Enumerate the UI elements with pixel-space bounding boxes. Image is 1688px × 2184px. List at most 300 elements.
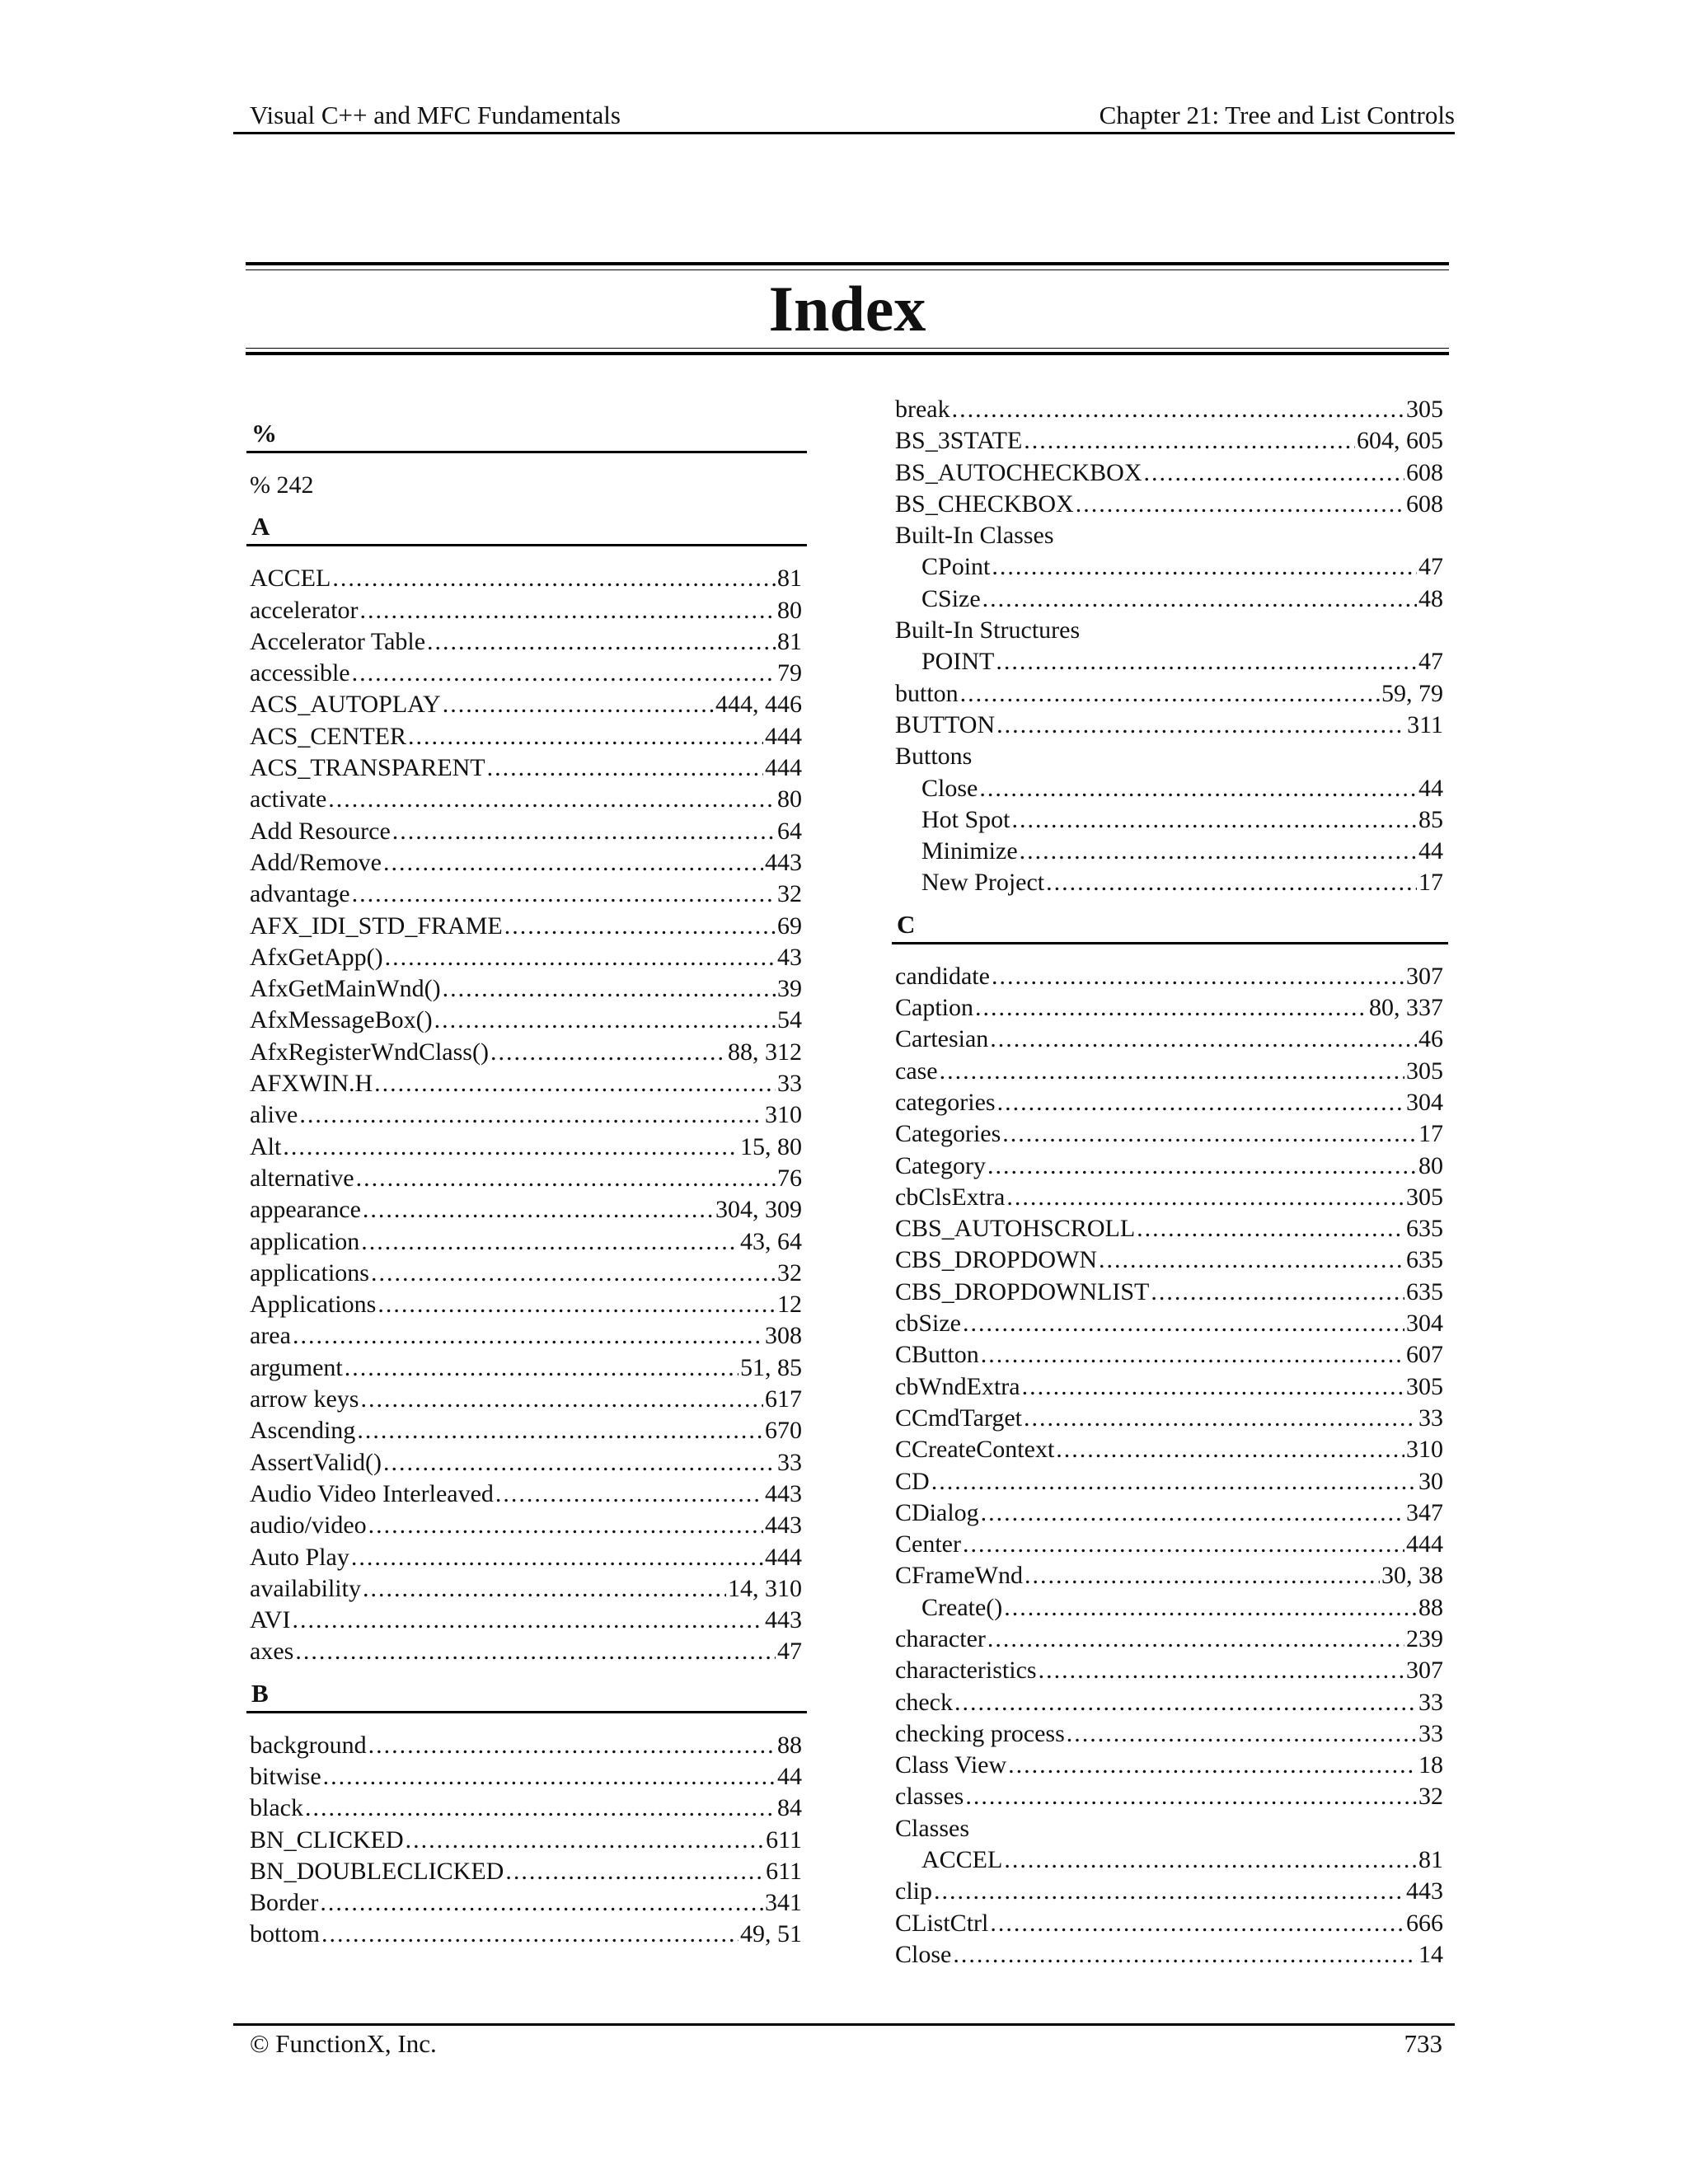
index-term: cbWndExtra [895, 1372, 1020, 1400]
index-term: check [895, 1688, 953, 1716]
index-subentry [895, 551, 1443, 583]
index-term: button [895, 679, 959, 707]
index-term: CCreateContext [895, 1436, 1055, 1464]
index-term: AfxGetMainWnd() [250, 975, 441, 1003]
index-term: CButton [895, 1341, 979, 1369]
index-term: Close [921, 774, 978, 802]
index-term: Cartesian [895, 1025, 989, 1053]
index-term: Auto Play [250, 1543, 349, 1571]
index-column-right [895, 394, 1443, 1971]
page-reference: 39 [777, 975, 802, 1003]
page-reference: 80 [777, 785, 802, 813]
dot-leader [979, 773, 1417, 804]
index-term: checking process [895, 1719, 1065, 1747]
dot-leader [305, 1793, 776, 1824]
dot-leader [443, 689, 714, 720]
page-reference: 670 [765, 1417, 802, 1445]
dot-leader [408, 721, 763, 752]
index-term: alternative [250, 1164, 354, 1192]
page-reference: 305 [1406, 1183, 1443, 1211]
index-term: cbClsExtra [895, 1183, 1006, 1211]
index-entry [250, 1289, 802, 1320]
dot-leader [1008, 1750, 1417, 1781]
index-entry [250, 1793, 802, 1824]
index-entry [895, 425, 1443, 457]
index-entry [250, 1636, 802, 1667]
index-group-heading: Built-In Classes [895, 522, 1054, 550]
page-reference: 307 [1406, 1657, 1443, 1685]
index-term: Category [895, 1151, 986, 1179]
index-entry [250, 847, 802, 879]
index-entry: % 242 [250, 471, 314, 499]
page-reference: 308 [765, 1322, 802, 1350]
dot-leader [283, 1132, 738, 1163]
dot-leader [383, 1447, 776, 1479]
dot-leader [392, 816, 776, 847]
dot-leader [357, 1415, 763, 1446]
index-term: Accelerator Table [250, 627, 426, 655]
dot-leader [1004, 1592, 1417, 1624]
page-reference: 611 [766, 1825, 802, 1854]
index-entry [895, 1182, 1443, 1213]
index-group-heading: Built-In Structures [895, 616, 1081, 644]
page-reference: 443 [765, 1511, 802, 1540]
index-entry [250, 1856, 802, 1887]
index-term: cbSize [895, 1310, 961, 1338]
page-reference: 85 [1418, 805, 1443, 833]
index-entry [250, 784, 802, 815]
index-entry [895, 1718, 1443, 1750]
index-term: ACS_CENTER [250, 722, 407, 750]
index-entry [895, 1056, 1443, 1087]
index-entry [250, 1384, 802, 1415]
page-reference: 81 [777, 627, 802, 655]
index-subentry [895, 1844, 1443, 1876]
index-term: Audio Video Interleaved [250, 1479, 494, 1507]
page-reference: 307 [1406, 962, 1443, 990]
index-subentry [895, 1592, 1443, 1624]
dot-leader [371, 1258, 776, 1289]
index-term: CFrameWnd [895, 1562, 1023, 1590]
dot-leader [377, 1289, 776, 1320]
letter-heading-rule [246, 1711, 807, 1713]
page-reference: 32 [777, 880, 802, 908]
index-entry [250, 1887, 802, 1919]
index-entry [895, 1371, 1443, 1403]
dot-leader [960, 678, 1380, 710]
index-term: activate [250, 785, 327, 813]
index-entry [250, 911, 802, 942]
page-reference: 443 [765, 848, 802, 876]
page-reference: 32 [777, 1258, 802, 1286]
index-term: Applications [250, 1291, 377, 1319]
page-reference: 239 [1406, 1624, 1443, 1652]
dot-leader [360, 1384, 763, 1415]
index-entry [250, 1761, 802, 1793]
page-reference: 59, 79 [1381, 679, 1443, 707]
dot-leader [1006, 1182, 1404, 1213]
index-entry [895, 1087, 1443, 1118]
index-entry [895, 1655, 1443, 1686]
page-reference: 444, 446 [715, 691, 802, 719]
index-term: CSize [921, 584, 981, 612]
dot-leader [368, 1730, 776, 1761]
index-entry [250, 1226, 802, 1258]
page-reference: 608 [1406, 490, 1443, 518]
index-term: BN_DOUBLECLICKED [250, 1857, 504, 1885]
footer-copyright: © FunctionX, Inc. [250, 2029, 437, 2058]
running-header-chapter: Chapter 21: Tree and List Controls [1099, 101, 1455, 129]
page-reference: 14 [1418, 1940, 1443, 1968]
index-entry [895, 1908, 1443, 1939]
index-term: audio/video [250, 1511, 367, 1540]
index-term: CListCtrl [895, 1909, 989, 1937]
index-term: CBS_DROPDOWN [895, 1246, 1098, 1274]
index-term: ACS_TRANSPARENT [250, 754, 485, 782]
page-reference: 444 [765, 722, 802, 750]
title-rule-top-thin [246, 269, 1449, 270]
index-entry [250, 1510, 802, 1541]
dot-leader [987, 1624, 1404, 1655]
index-entry [250, 1068, 802, 1099]
page-reference: 48 [1418, 584, 1443, 612]
index-column-left [250, 408, 802, 1951]
page-reference: 611 [766, 1857, 802, 1885]
dot-leader [996, 646, 1417, 677]
index-entry [895, 678, 1443, 710]
page-reference: 81 [777, 565, 802, 593]
index-entry [250, 1479, 802, 1510]
index-term: categories [895, 1088, 996, 1116]
page-reference: 310 [1406, 1436, 1443, 1464]
index-term: characteristics [895, 1657, 1037, 1685]
title-rule-top-thick [246, 262, 1449, 265]
index-term: New Project [921, 869, 1045, 897]
dot-leader [996, 710, 1405, 741]
index-entry [250, 1447, 802, 1479]
index-entry [250, 1132, 802, 1163]
index-entry [250, 658, 802, 689]
index-entry [250, 816, 802, 847]
index-term: break [895, 396, 950, 423]
page-reference: 12 [777, 1291, 802, 1319]
dot-leader [965, 1781, 1417, 1812]
page-reference: 443 [1406, 1877, 1443, 1905]
dot-leader [997, 1087, 1404, 1118]
page-reference: 444 [765, 1543, 802, 1571]
page-reference: 15, 80 [740, 1132, 802, 1160]
index-letter-heading: A [251, 512, 270, 541]
dot-leader [427, 626, 776, 658]
page-reference: 47 [1418, 553, 1443, 581]
dot-leader [293, 1320, 763, 1352]
dot-leader [1002, 1118, 1417, 1150]
page-reference: 54 [777, 1006, 802, 1034]
index-term: Border [250, 1889, 319, 1917]
dot-leader [443, 973, 776, 1005]
index-term: Center [895, 1530, 961, 1558]
index-term: AfxRegisterWndClass() [250, 1038, 489, 1066]
index-entry [250, 1415, 802, 1446]
index-entry [895, 710, 1443, 741]
dot-leader [495, 1479, 763, 1510]
index-term: ACS_AUTOPLAY [250, 691, 441, 719]
index-term: CBS_DROPDOWNLIST [895, 1277, 1150, 1305]
dot-leader [987, 1151, 1417, 1182]
index-term: appearance [250, 1196, 361, 1224]
index-term: accessible [250, 659, 350, 687]
dot-leader [292, 1605, 763, 1636]
index-entry [250, 563, 802, 594]
dot-leader [1004, 1844, 1417, 1876]
index-term: CD [895, 1467, 930, 1495]
page-reference: 617 [765, 1385, 802, 1413]
page-reference: 32 [1418, 1783, 1443, 1811]
dot-leader [992, 551, 1417, 583]
page-reference: 33 [777, 1448, 802, 1476]
page-reference: 305 [1406, 1372, 1443, 1400]
index-term: Create() [921, 1593, 1003, 1621]
letter-heading-rule [892, 942, 1448, 944]
page-reference: 341 [765, 1889, 802, 1917]
dot-leader [490, 1037, 726, 1068]
dot-leader [1025, 1560, 1380, 1591]
dot-leader [934, 1876, 1404, 1907]
page-reference: 635 [1406, 1277, 1443, 1305]
header-rule [233, 132, 1455, 134]
page-reference: 76 [777, 1164, 802, 1192]
index-entry [895, 1466, 1443, 1497]
index-term: background [250, 1731, 367, 1759]
index-entry [250, 1037, 802, 1068]
index-term: availability [250, 1574, 361, 1602]
dot-leader [981, 1339, 1404, 1371]
index-term: BN_CLICKED [250, 1825, 404, 1854]
index-term: Caption [895, 994, 973, 1022]
dot-leader [356, 1163, 776, 1194]
page-reference: 304 [1406, 1310, 1443, 1338]
page-reference: 443 [765, 1606, 802, 1634]
index-term: CCmdTarget [895, 1404, 1022, 1432]
page-reference: 79 [777, 659, 802, 687]
index-entry [895, 1529, 1443, 1560]
index-subentry [895, 583, 1443, 615]
page-reference: 311 [1407, 710, 1443, 738]
dot-leader [1024, 425, 1355, 457]
page-reference: 607 [1406, 1341, 1443, 1369]
dot-leader [1137, 1213, 1404, 1244]
index-entry [250, 1258, 802, 1289]
dot-leader [1046, 867, 1417, 898]
page-reference: 604, 605 [1357, 427, 1443, 455]
index-entry [250, 1352, 802, 1384]
page-reference: 47 [1418, 648, 1443, 676]
index-entry [895, 1403, 1443, 1434]
page-reference: 43 [777, 943, 802, 971]
dot-leader [1067, 1718, 1417, 1750]
index-entry [895, 1876, 1443, 1907]
page-reference: 14, 310 [728, 1574, 802, 1602]
page-reference: 80 [777, 596, 802, 624]
index-term: AfxGetApp() [250, 943, 383, 971]
dot-leader [351, 1542, 763, 1573]
index-subentry [895, 773, 1443, 804]
index-term: AFXWIN.H [250, 1070, 373, 1098]
index-term: Categories [895, 1120, 1001, 1148]
dot-leader [963, 1529, 1404, 1560]
page-reference: 33 [1418, 1404, 1443, 1432]
index-entry [895, 1213, 1443, 1244]
page-reference: 444 [765, 754, 802, 782]
dot-leader [1144, 457, 1405, 489]
dot-leader [352, 879, 776, 910]
page-reference: 666 [1406, 1909, 1443, 1937]
index-entry [895, 961, 1443, 992]
index-term: classes [895, 1783, 964, 1811]
index-subentry [895, 804, 1443, 836]
index-entry [250, 752, 802, 784]
letter-heading-rule [246, 451, 807, 453]
index-entry [895, 1339, 1443, 1371]
page-reference: 49, 51 [740, 1920, 802, 1948]
index-letter-heading: % [251, 419, 277, 448]
page-reference: 444 [1406, 1530, 1443, 1558]
dot-leader [1020, 836, 1417, 867]
index-term: Add Resource [250, 817, 391, 845]
dot-leader [975, 992, 1367, 1024]
index-term: area [250, 1322, 291, 1350]
index-term: black [250, 1794, 303, 1822]
page-reference: 43, 64 [740, 1227, 802, 1255]
dot-leader [360, 595, 776, 626]
dot-leader [383, 847, 763, 879]
index-term: BS_AUTOCHECKBOX [895, 458, 1142, 486]
index-entry [895, 1687, 1443, 1718]
index-entry [250, 1730, 802, 1761]
dot-leader [1024, 1403, 1417, 1434]
index-subentry [895, 646, 1443, 677]
dot-leader [323, 1761, 776, 1793]
dot-leader [952, 394, 1404, 425]
index-letter-heading: B [251, 1678, 269, 1708]
page-reference: 88, 312 [728, 1038, 802, 1066]
page-reference: 443 [765, 1479, 802, 1507]
index-term: AVI [250, 1606, 291, 1634]
index-term: CPoint [921, 553, 991, 581]
page-reference: 347 [1406, 1498, 1443, 1526]
index-entry [250, 1919, 802, 1950]
index-entry [250, 595, 802, 626]
index-term: applications [250, 1258, 369, 1286]
page-reference: 69 [777, 912, 802, 940]
index-term: BS_3STATE [895, 427, 1023, 455]
dot-leader [363, 1573, 726, 1605]
dot-leader [352, 658, 776, 689]
page-reference: 64 [777, 817, 802, 845]
index-entry [250, 1542, 802, 1573]
dot-leader [1022, 1371, 1404, 1403]
dot-leader [345, 1352, 738, 1384]
index-term: POINT [921, 648, 995, 676]
dot-leader [931, 1466, 1417, 1497]
page-reference: 88 [1418, 1593, 1443, 1621]
page-number: 733 [1404, 2029, 1442, 2058]
index-entry [895, 457, 1443, 489]
index-term: Minimize [921, 837, 1018, 865]
index-term: advantage [250, 880, 350, 908]
page-reference: 33 [1418, 1719, 1443, 1747]
index-entry [895, 1151, 1443, 1182]
dot-leader [990, 1908, 1404, 1939]
index-term: BUTTON [895, 710, 996, 738]
index-entry [895, 1750, 1443, 1781]
dot-leader [374, 1068, 776, 1099]
page-reference: 304 [1406, 1088, 1443, 1116]
index-entry [895, 992, 1443, 1024]
index-term: AfxMessageBox() [250, 1006, 433, 1034]
page-reference: 30 [1418, 1467, 1443, 1495]
index-term: case [895, 1057, 938, 1085]
dot-leader [328, 784, 776, 815]
dot-leader [504, 911, 776, 942]
page-reference: 46 [1418, 1025, 1443, 1053]
index-entry [250, 1825, 802, 1856]
dot-leader [982, 583, 1417, 615]
dot-leader [321, 1919, 738, 1950]
index-term: ACCEL [250, 565, 331, 593]
page-reference: 33 [1418, 1688, 1443, 1716]
dot-leader [332, 563, 776, 594]
dot-leader [1099, 1244, 1404, 1276]
page-reference: 304, 309 [715, 1196, 802, 1224]
dot-leader [1076, 489, 1404, 520]
dot-leader [320, 1887, 763, 1919]
page-reference: 635 [1406, 1246, 1443, 1274]
dot-leader [1039, 1655, 1404, 1686]
dot-leader [295, 1636, 776, 1667]
index-entry [895, 1781, 1443, 1812]
page-reference: 18 [1418, 1751, 1443, 1779]
page-reference: 51, 85 [740, 1353, 802, 1381]
dot-leader [954, 1687, 1417, 1718]
dot-leader [299, 1099, 763, 1131]
title-rule-bottom-thick [246, 352, 1449, 355]
index-term: character [895, 1624, 986, 1652]
index-entry [895, 1624, 1443, 1655]
dot-leader [487, 752, 763, 784]
dot-leader [963, 1308, 1404, 1339]
dot-leader [385, 942, 776, 973]
page-reference: 305 [1406, 1057, 1443, 1085]
index-term: alive [250, 1101, 298, 1129]
title-rule-bottom-thin [246, 348, 1449, 349]
dot-leader [368, 1510, 763, 1541]
dot-leader [953, 1939, 1417, 1971]
dot-leader [434, 1005, 776, 1036]
index-term: Ascending [250, 1417, 356, 1445]
page-reference: 608 [1406, 458, 1443, 486]
index-term: application [250, 1227, 360, 1255]
dot-leader [1056, 1434, 1404, 1465]
index-term: ACCEL [921, 1846, 1003, 1874]
page-reference: 17 [1418, 1120, 1443, 1148]
index-subentry [895, 836, 1443, 867]
letter-heading-rule [246, 544, 807, 546]
index-entry [895, 1244, 1443, 1276]
index-term: CDialog [895, 1498, 979, 1526]
index-entry [250, 879, 802, 910]
page-reference: 305 [1406, 396, 1443, 423]
